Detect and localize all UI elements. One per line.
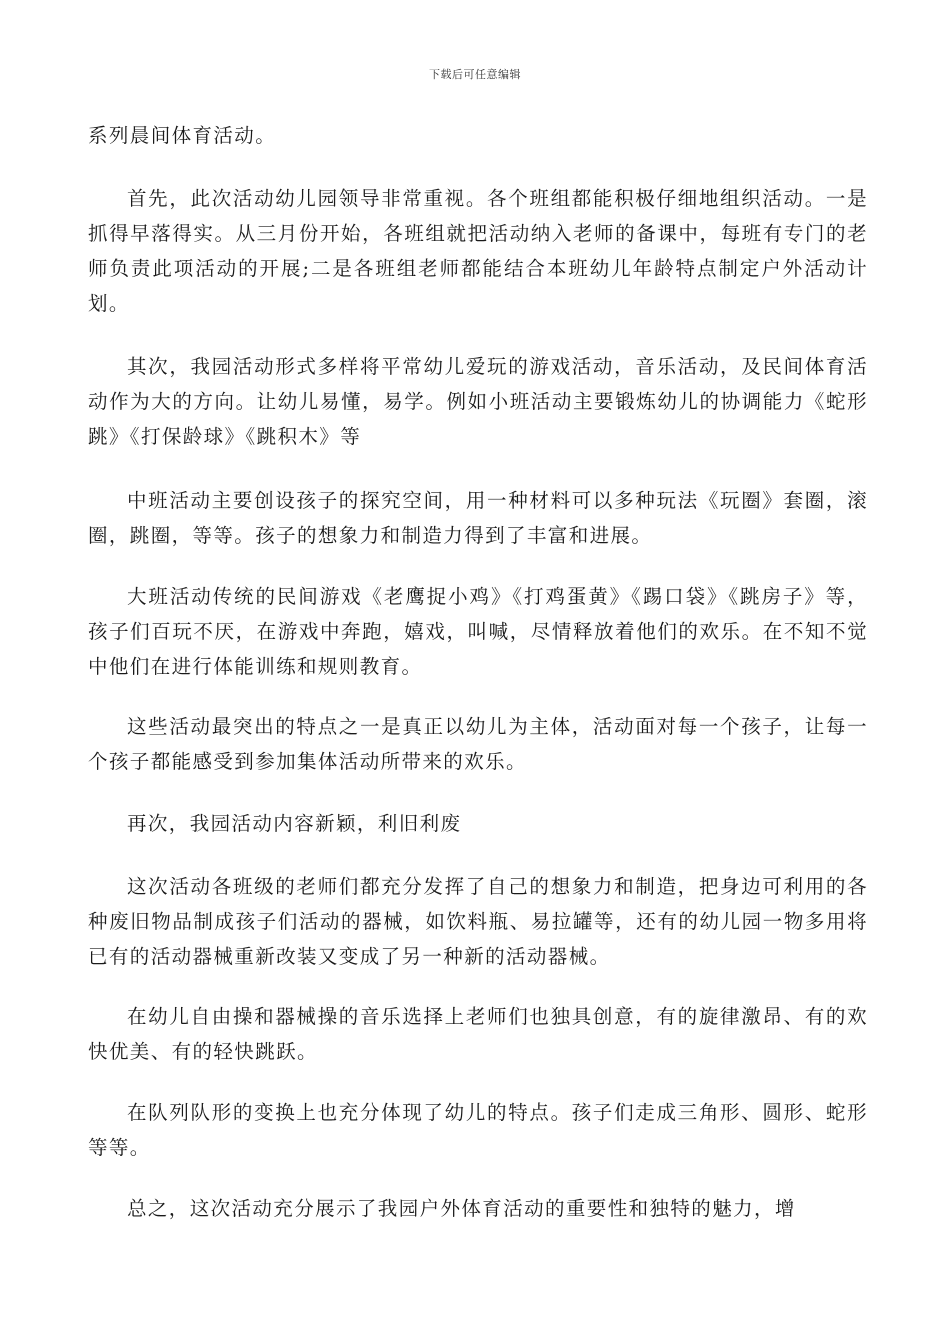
paragraph-4: 中班活动主要创设孩子的探究空间，用一种材料可以多种玩法《玩圈》套圈，滚圈，跳圈，等等。孩子的想象力和制造力得到了丰富和进展。 <box>88 489 868 547</box>
paragraph-1: 系列晨间体育活动。 <box>88 124 277 147</box>
paragraph-3: 其次，我园活动形式多样将平常幼儿爱玩的游戏活动，音乐活动，及民间体育活动作为大的方向。让幼儿易懂，易学。例如小班活动主要锻炼幼儿的协调能力《蛇形跳》《打保龄球》《跳积木》等 <box>88 355 868 448</box>
page-header: 下载后可任意编辑 <box>429 68 521 81</box>
paragraph-7: 再次，我园活动内容新颖，利旧利废 <box>127 812 462 835</box>
paragraph-9: 在幼儿自由操和器械操的音乐选择上老师们也独具创意，有的旋律激昂、有的欢快优美、有的轻快跳跃。 <box>88 1005 868 1063</box>
paragraph-2: 首先，此次活动幼儿园领导非常重视。各个班组都能积极仔细地组织活动。一是抓得早落得实。从三月份开始，各班组就把活动纳入老师的备课中，每班有专门的老师负责此项活动的开展;二是各班组老师都能结合本班幼儿年龄特点制定户外活动计划。 <box>88 187 868 315</box>
paragraph-11: 总之，这次活动充分展示了我园户外体育活动的重要性和独特的魅力，增 <box>127 1197 796 1220</box>
paragraph-8: 这次活动各班级的老师们都充分发挥了自己的想象力和制造，把身边可利用的各种废旧物品制成孩子们活动的器械，如饮料瓶、易拉罐等，还有的幼儿园一物多用将已有的活动器械重新改装又变成了另一种新的活动器械。 <box>88 875 868 968</box>
paragraph-10: 在队列队形的变换上也充分体现了幼儿的特点。孩子们走成三角形、圆形、蛇形等等。 <box>88 1101 868 1159</box>
paragraph-5: 大班活动传统的民间游戏《老鹰捉小鸡》《打鸡蛋黄》《踢口袋》《跳房子》等，孩子们百玩不厌，在游戏中奔跑，嬉戏，叫喊，尽情释放着他们的欢乐。在不知不觉中他们在进行体能训练和规则教育。 <box>88 585 868 678</box>
paragraph-6: 这些活动最突出的特点之一是真正以幼儿为主体，活动面对每一个孩子，让每一个孩子都能感受到参加集体活动所带来的欢乐。 <box>88 715 868 773</box>
